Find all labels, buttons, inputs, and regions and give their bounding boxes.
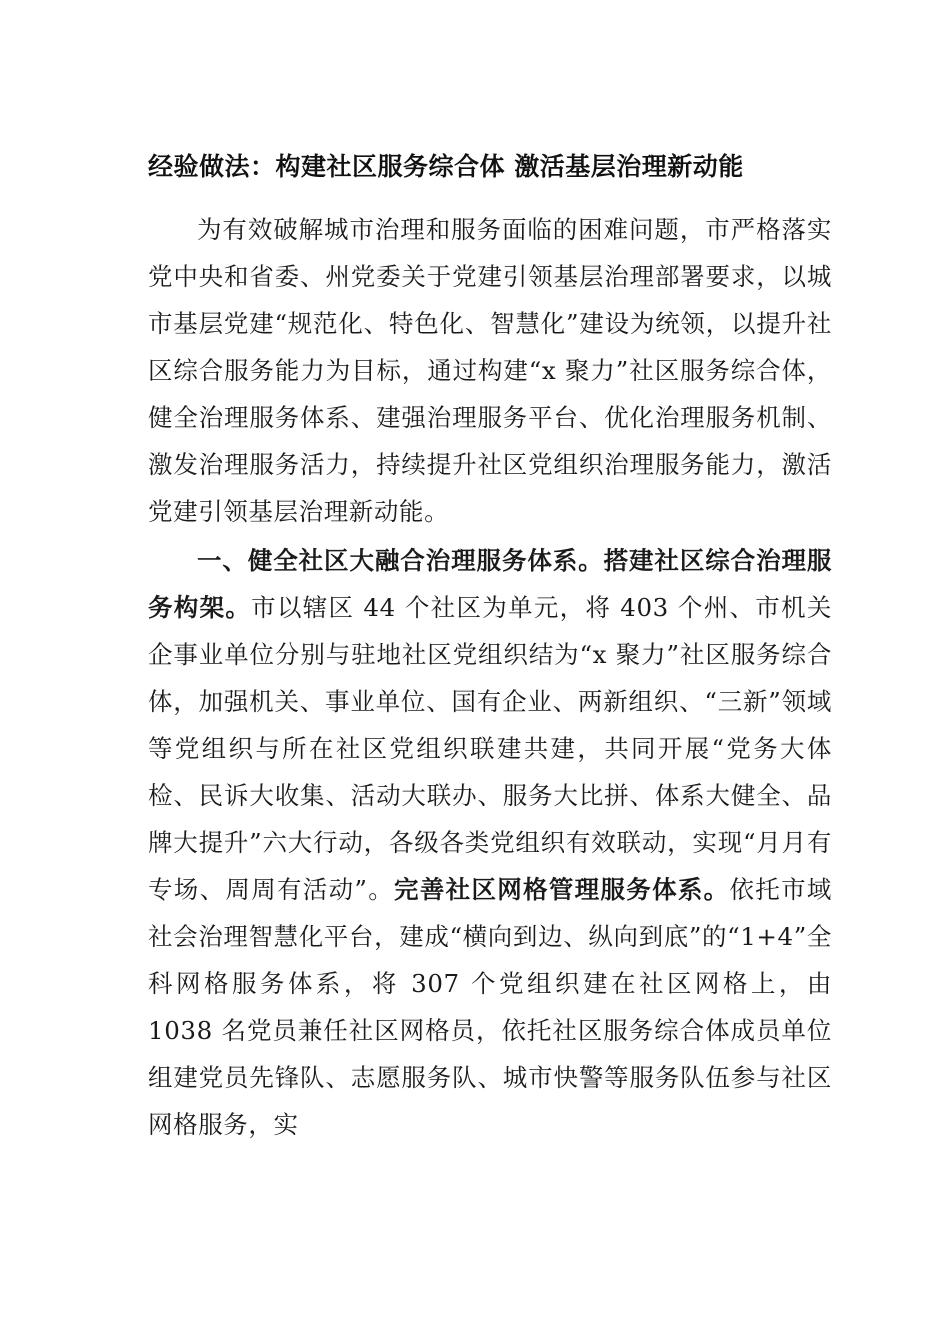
paragraph-intro (148, 206, 832, 535)
text-run: 为有效破解城市治理和服务面临的困难问题，市严格落实党中央和省委、州党委关于党建引领基层治理部署要求，以城市基层党建“规范化、特色化、智慧化”建设为统领，以提升社区综合服务能力为目标，通过构建“x 聚力”社区服务综合体，健全治理服务体系、建强治理服务平台、优化治理服务机制、激发治理服务活力，持续提升社区党组织治理服务能力，激活党建引领基层治理新动能。 (148, 214, 832, 526)
text-run: 市以辖区 44 个社区为单元，将 403 个州、市机关企事业单位分别与驻地社区党组织结为“x 聚力”社区服务综合体，加强机关、事业单位、国有企业、两新组织、“三新”领域等党组织与所在社区党组织联建共建，共同开展“党务大体检、民诉大收集、活动大联办、服务大比拼、体系大健全、品牌大提升”六大行动，各级各类党组织有效联动，实现“月月有专场、周周有活动”。 (148, 592, 832, 904)
text-run: 依托市域社会治理智慧化平台，建成“横向到边、纵向到底”的“1+4”全科网格服务体系，将 307 个党组织建在社区网格上，由 1038 名党员兼任社区网格员，依托社区服务综合体成员单位组建党员先锋队、志愿服务队、城市快警等服务队伍参与社区网格服务，实 (148, 874, 832, 1140)
page-title: 经验做法：构建社区服务综合体 激活基层治理新动能 (148, 152, 744, 181)
text-run-subheading-inline: 完善社区网格管理服务体系。 (394, 874, 730, 904)
text-run-heading-inline: 一、健全社区大融合治理服务体系。搭建社区综合治理服务构架。 (148, 545, 832, 622)
paragraph-section-one (148, 537, 832, 1148)
document-body (148, 206, 832, 1149)
